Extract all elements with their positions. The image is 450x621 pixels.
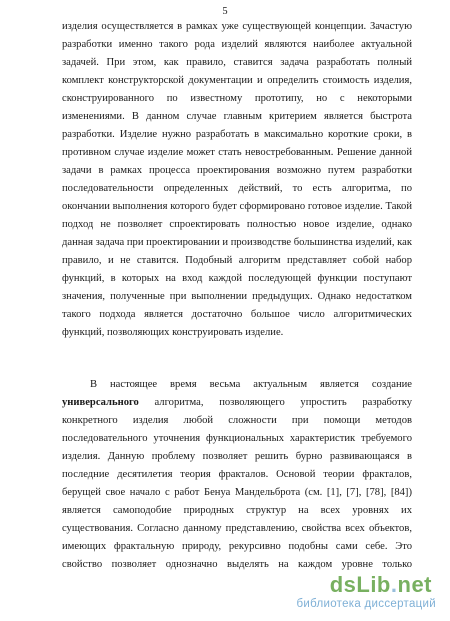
- text-line: подход не позволяет спроектировать полностью новое изделие, однако: [62, 219, 412, 230]
- text-span: алгоритма, позволяющего упростить разработку: [138, 397, 412, 408]
- text-line: задачи в рамках процесса проектирования возможно путем разработки: [62, 165, 412, 176]
- text-line: В настоящее время весьма актуальным является создание: [90, 379, 412, 390]
- text-line: конкретного изделия любой сложности при помощи методов: [62, 415, 412, 426]
- text-line: изделия. Данную проблему позволяет решить бурно развивающаяся в: [62, 451, 412, 462]
- text-line: такого подхода является достаточно большое число алгоритмических: [62, 309, 412, 320]
- logo-dot: .: [390, 572, 398, 597]
- text-line: существования. Согласно данному представлению, свойства всех объектов,: [62, 523, 412, 534]
- dslib-logo[interactable]: [330, 572, 432, 598]
- watermark-subtitle: библиотека диссертаций: [296, 598, 436, 610]
- text-line: свойство позволяет однозначно выделять на каждом уровне только: [62, 559, 412, 570]
- text-line: берущей свое начало с работ Бенуа Мандельброта (см. [1], [7], [78], [84]): [62, 487, 412, 498]
- text-line: изменениями. В данном случае главным критерием является быстрота: [62, 111, 412, 122]
- text-line: последовательности определенных действий, то есть алгоритма, по: [62, 183, 412, 194]
- text-line: данная задача при проектировании и производстве большинства изделий, как: [62, 237, 412, 248]
- logo-tld: net: [397, 572, 432, 597]
- text-line: комплект конструкторской документации и определить стоимость изделия,: [62, 75, 412, 86]
- page-number: 5: [222, 6, 228, 17]
- text-line: сконструированного по известному прототипу, но с некоторыми: [62, 93, 412, 104]
- text-line: разработки именно такого рода изделий являются наиболее актуальной: [62, 39, 412, 50]
- text-line: последовательного уточнения функциональных характеристик требуемого: [62, 433, 412, 444]
- text-line: является самоподобие природных структур на всех уровнях их: [62, 505, 412, 516]
- bold-term: универсального: [62, 397, 139, 408]
- text-line: задачей. При этом, как правило, ставится задача разработать полный: [62, 57, 412, 68]
- text-line: функций, позволяющих конструировать изделие.: [62, 327, 284, 338]
- text-line: правило, и не ставится. Подобный алгоритм представляет собой набор: [62, 255, 412, 266]
- text-line: [62, 394, 412, 411]
- text-line: значения, полученные при выполнении предыдущих. Однако недостатком: [62, 291, 412, 302]
- text-line: функций, в которых на вход каждой последующей функции поступают: [62, 273, 412, 284]
- text-line: имеющих фрактальную природу, рекурсивно подобны сами себе. Это: [62, 541, 412, 552]
- logo-main: dsLib: [329, 572, 391, 597]
- text-line: окончании выполнения которого будет сформировано готовое изделие. Такой: [62, 201, 412, 212]
- text-line: последние десятилетия теория фракталов. Основой теории фракталов,: [62, 469, 412, 480]
- text-line: противном случае изделие может стать невостребованным. Решение данной: [62, 147, 412, 158]
- text-line: изделия осуществляется в рамках уже существующей концепции. Зачастую: [62, 21, 412, 32]
- text-line: разработки. Изделие нужно разработать в максимально короткие сроки, в: [62, 129, 412, 140]
